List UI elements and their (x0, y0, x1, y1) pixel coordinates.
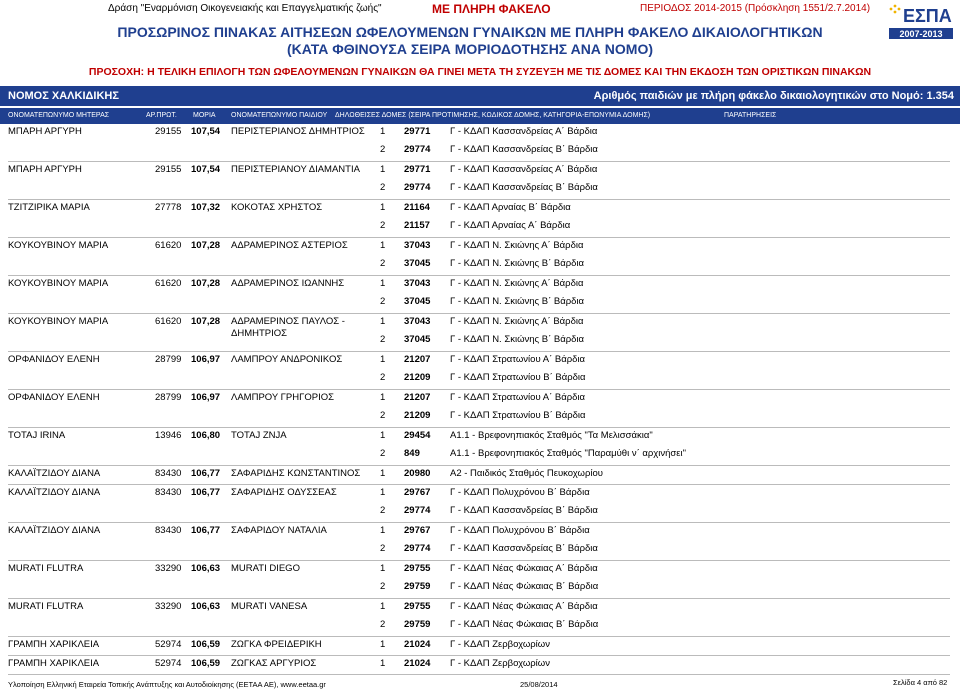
mother-name: ΓΡΑΜΠΗ ΧΑΡΙΚΛΕΙΑ (8, 658, 100, 669)
mother-name: ΟΡΦΑΝΙΔΟΥ ΕΛΕΝΗ (8, 354, 100, 365)
score: 106,77 (191, 487, 221, 498)
choice-rank: 1 (380, 487, 386, 498)
row-divider (8, 161, 950, 162)
school-name: Γ - ΚΔΑΠ Κασσανδρείας Α΄ Βάρδια (450, 164, 598, 175)
col-notes: ΠΑΡΑΤΗΡΗΣΕΙΣ (724, 112, 777, 119)
choice-rank: 1 (380, 278, 386, 289)
school-name: Γ - ΚΔΑΠ Στρατωνίου Β΄ Βάρδια (450, 410, 586, 421)
school-name: Γ - ΚΔΑΠ Στρατωνίου Α΄ Βάρδια (450, 354, 586, 365)
row-divider (8, 636, 950, 637)
period-label: ΠΕΡΙΟΔΟΣ 2014-2015 (Πρόσκληση 1551/2.7.2014) (640, 3, 871, 14)
choice-rank: 1 (380, 164, 386, 175)
choice-rank: 1 (380, 126, 386, 137)
protocol-number: 13946 (155, 430, 182, 441)
school-name: Α1.1 - Βρεφονηπιακός Σταθμός "Παραμύθι ν΄ αρχινήσει" (450, 448, 687, 459)
footer-page: Σελίδα 4 από 82 (893, 678, 948, 687)
school-name: Γ - ΚΔΑΠ Ν. Σκιώνης Β΄ Βάρδια (450, 296, 584, 307)
region-summary: Αριθμός παιδιών με πλήρη φάκελο δικαιολογητικών στο Νομό: 1.354 (593, 90, 954, 102)
mother-name: ΜΠΑΡΗ ΑΡΓΥΡΗ (8, 126, 82, 137)
school-code: 29759 (404, 619, 431, 630)
row-divider (8, 351, 950, 352)
child-name: ΣΑΦΑΡΙΔΗΣ ΟΔΥΣΣΕΑΣ (231, 487, 337, 498)
mother-name: ΤΟΤΑJ IRINA (8, 430, 66, 441)
child-name: ΑΔΡΑΜΕΡΙΝΟΣ ΑΣΤΕΡΙΟΣ (231, 240, 348, 251)
school-name: Γ - ΚΔΑΠ Ν. Σκιώνης Α΄ Βάρδια (450, 316, 584, 327)
protocol-number: 28799 (155, 392, 182, 403)
school-code: 21157 (404, 220, 430, 231)
region-bar (0, 86, 960, 106)
school-code: 29774 (404, 543, 431, 554)
mother-name: ΚΑΛΑΪΤΖΙΔΟΥ ΔΙΑΝΑ (8, 468, 101, 479)
choice-rank: 2 (380, 619, 386, 630)
mother-name: ΤΖΙΤΖΙΡΙΚΑ ΜΑΡΙΑ (8, 202, 90, 213)
school-code: 21207 (404, 392, 431, 403)
school-code: 20980 (404, 468, 431, 479)
choice-rank: 2 (380, 448, 386, 459)
protocol-number: 83430 (155, 525, 182, 536)
school-name: Γ - ΚΔΑΠ Κασσανδρείας Β΄ Βάρδια (450, 505, 598, 516)
school-code: 21024 (404, 658, 431, 669)
score: 106,59 (191, 639, 221, 650)
score: 106,59 (191, 658, 221, 669)
stars-icon (890, 5, 901, 14)
school-name: Γ - ΚΔΑΠ Κασσανδρείας Β΄ Βάρδια (450, 144, 598, 155)
choice-rank: 1 (380, 601, 386, 612)
school-name: Γ - ΚΔΑΠ Ν. Σκιώνης Β΄ Βάρδια (450, 334, 584, 345)
school-code: 29454 (404, 430, 431, 441)
col-child: ΟΝΟΜΑΤΕΠΩΝΥΜΟ ΠΑΙΔΙΟΥ (231, 112, 328, 119)
score: 107,28 (191, 278, 221, 289)
choice-rank: 1 (380, 354, 386, 365)
school-code: 37045 (404, 258, 431, 269)
school-name: Γ - ΚΔΑΠ Ν. Σκιώνης Α΄ Βάρδια (450, 278, 584, 289)
row-divider (8, 237, 950, 238)
logo-years: 2007-2013 (899, 29, 943, 39)
score: 106,80 (191, 430, 221, 441)
school-code: 37045 (404, 296, 431, 307)
school-name: Γ - ΚΔΑΠ Κασσανδρείας Α΄ Βάρδια (450, 126, 598, 137)
row-divider (8, 427, 950, 428)
row-divider (8, 199, 950, 200)
school-name: Α2 - Παιδικός Σταθμός Πευκοχωρίου (450, 468, 603, 479)
protocol-number: 61620 (155, 240, 182, 251)
protocol-number: 52974 (155, 639, 182, 650)
choice-rank: 2 (380, 505, 386, 516)
protocol-number: 33290 (155, 601, 182, 612)
child-name: ΠΕΡΙΣΤΕΡΙΑΝΟΥ ΔΙΑΜΑΝΤΙΑ (231, 164, 360, 175)
score: 106,77 (191, 525, 221, 536)
choice-rank: 1 (380, 240, 386, 251)
score: 107,54 (191, 164, 221, 175)
school-name: Γ - ΚΔΑΠ Πολυχρόνου Β΄ Βάρδια (450, 487, 590, 498)
choice-rank: 2 (380, 334, 386, 345)
choice-rank: 1 (380, 563, 386, 574)
child-name: ΖΩΓΚΑ ΦΡΕΙΔΕΡΙΚΗ (231, 639, 322, 650)
col-mother: ΟΝΟΜΑΤΕΠΩΝΥΜΟ ΜΗΤΕΡΑΣ (8, 112, 110, 119)
mother-name: ΚΑΛΑΪΤΖΙΔΟΥ ΔΙΑΝΑ (8, 487, 101, 498)
footer-credit: Υλοποίηση Ελληνική Εταιρεία Τοπικής Ανάπτυξης και Αυτοδιοίκησης (ΕΕΤΑΑ ΑΕ), www.eetaa.gr (8, 680, 326, 689)
choice-rank: 2 (380, 581, 386, 592)
school-name: Γ - ΚΔΑΠ Ζερβοχωρίων (450, 639, 550, 650)
child-name: ΛΑΜΠΡΟΥ ΓΡΗΓΟΡΙΟΣ (231, 392, 334, 403)
protocol-number: 28799 (155, 354, 182, 365)
row-divider (8, 560, 950, 561)
school-name: Γ - ΚΔΑΠ Κασσανδρείας Β΄ Βάρδια (450, 182, 598, 193)
school-name: Α1.1 - Βρεφονηπιακός Σταθμός "Τα Μελισσάκια" (450, 430, 653, 441)
child-name: ΠΕΡΙΣΤΕΡΙΑΝΟΣ ΔΗΜΗΤΡΙΟΣ (231, 126, 365, 137)
protocol-number: 61620 (155, 278, 182, 289)
choice-rank: 1 (380, 468, 386, 479)
child-name: ΛΑΜΠΡΟΥ ΑΝΔΡΟΝΙΚΟΣ (231, 354, 343, 365)
row-divider (8, 522, 950, 523)
protocol-number: 33290 (155, 563, 182, 574)
child-name: ΖΩΓΚΑΣ ΑΡΓΥΡΙΟΣ (231, 658, 317, 669)
school-name: Γ - ΚΔΑΠ Ζερβοχωρίων (450, 658, 550, 669)
school-name: Γ - ΚΔΑΠ Στρατωνίου Β΄ Βάρδια (450, 372, 586, 383)
child-name: MURATI DIEGO (231, 563, 300, 574)
protocol-number: 83430 (155, 468, 182, 479)
region-name: ΝΟΜΟΣ ΧΑΛΚΙΔΙΚΗΣ (8, 90, 119, 102)
school-code: 29774 (404, 144, 431, 155)
choice-rank: 2 (380, 182, 386, 193)
choice-rank: 2 (380, 543, 386, 554)
school-name: Γ - ΚΔΑΠ Αρναίας Β΄ Βάρδια (450, 202, 571, 213)
school-name: Γ - ΚΔΑΠ Νέας Φώκαιας Β΄ Βάρδια (450, 619, 599, 630)
mother-name: ΚΟΥΚΟΥΒΙΝΟΥ ΜΑΡΙΑ (8, 278, 109, 289)
school-code: 37043 (404, 240, 431, 251)
row-divider (8, 598, 950, 599)
school-code: 37043 (404, 278, 431, 289)
school-name: Γ - ΚΔΑΠ Πολυχρόνου Β΄ Βάρδια (450, 525, 590, 536)
row-divider (8, 465, 950, 466)
col-ap: ΑΡ.ΠΡΩΤ. (146, 112, 177, 119)
protocol-number: 29155 (155, 126, 182, 137)
choice-rank: 1 (380, 639, 386, 650)
table-title: ΠΡΟΣΩΡΙΝΟΣ ΠΙΝΑΚΑΣ ΑΙΤΗΣΕΩΝ ΩΦΕΛΟΥΜΕΝΩΝ ΓΥΝΑΙΚΩΝ ΜΕ ΠΛΗΡΗ ΦΑΚΕΛΟ ΔΙΚΑΙΟΛΟΓΗΤΙΚΩΝ (117, 24, 823, 40)
mother-name: MURATI FLUTRA (8, 601, 84, 612)
footer-date: 25/08/2014 (520, 680, 558, 689)
school-code: 21207 (404, 354, 431, 365)
col-choices: ΔΗΛΩΘΕΙΣΕΣ ΔΟΜΕΣ (ΣΕΙΡΑ ΠΡΟΤΙΜΗΣΗΣ, ΚΩΔΙΚΟΣ ΔΟΜΗΣ, ΚΑΤΗΓΟΡΙΑ-ΕΠΩΝΥΜΙΑ ΔΟΜΗΣ) (335, 112, 651, 119)
mother-name: ΚΑΛΑΪΤΖΙΔΟΥ ΔΙΑΝΑ (8, 525, 101, 536)
school-code: 29759 (404, 581, 431, 592)
score: 106,63 (191, 563, 221, 574)
school-code: 21209 (404, 410, 431, 421)
mother-name: ΟΡΦΑΝΙΔΟΥ ΕΛΕΝΗ (8, 392, 100, 403)
school-code: 849 (404, 448, 420, 459)
logo-text: ΕΣΠΑ (903, 6, 952, 26)
school-code: 37045 (404, 334, 431, 345)
child-name: ΔΗΜΗΤΡΙΟΣ (231, 328, 288, 339)
mother-name: ΓΡΑΜΠΗ ΧΑΡΙΚΛΕΙΑ (8, 639, 100, 650)
school-code: 29771 (404, 126, 431, 137)
mother-name: ΚΟΥΚΟΥΒΙΝΟΥ ΜΑΡΙΑ (8, 316, 109, 327)
row-divider (8, 389, 950, 390)
school-name: Γ - ΚΔΑΠ Ν. Σκιώνης Α΄ Βάρδια (450, 240, 584, 251)
child-name: ΑΔΡΑΜΕΡΙΝΟΣ ΙΩΑΝΝΗΣ (231, 278, 345, 289)
mother-name: MURATI FLUTRA (8, 563, 84, 574)
school-name: Γ - ΚΔΑΠ Νέας Φώκαιας Α΄ Βάρδια (450, 601, 598, 612)
score: 107,32 (191, 202, 221, 213)
score: 107,28 (191, 316, 221, 327)
school-code: 29755 (404, 601, 431, 612)
school-code: 29771 (404, 164, 431, 175)
school-code: 29774 (404, 505, 431, 516)
child-name: ΤΟΤΑJ ZNJA (231, 430, 287, 441)
school-name: Γ - ΚΔΑΠ Κασσανδρείας Β΄ Βάρδια (450, 543, 598, 554)
choice-rank: 1 (380, 525, 386, 536)
choice-rank: 1 (380, 316, 386, 327)
school-code: 29774 (404, 182, 431, 193)
choice-rank: 2 (380, 296, 386, 307)
program-name: Δράση "Εναρμόνιση Οικογενειακής και Επαγγελματικής ζωής" (108, 3, 382, 14)
choice-rank: 2 (380, 144, 386, 155)
child-name: ΑΔΡΑΜΕΡΙΝΟΣ ΠΑΥΛΟΣ - (231, 316, 345, 327)
score: 107,54 (191, 126, 221, 137)
mother-name: ΚΟΥΚΟΥΒΙΝΟΥ ΜΑΡΙΑ (8, 240, 109, 251)
score: 106,97 (191, 392, 221, 403)
protocol-number: 29155 (155, 164, 182, 175)
mother-name: ΜΠΑΡΗ ΑΡΓΥΡΗ (8, 164, 82, 175)
row-divider (8, 674, 950, 675)
school-code: 21209 (404, 372, 431, 383)
row-divider (8, 655, 950, 656)
school-code: 21024 (404, 639, 431, 650)
file-type-label: ΜΕ ΠΛΗΡΗ ΦΑΚΕΛΟ (432, 2, 551, 16)
score: 106,63 (191, 601, 221, 612)
choice-rank: 2 (380, 220, 386, 231)
column-headers (0, 108, 960, 124)
row-divider (8, 275, 950, 276)
col-moria: ΜΟΡΙΑ (193, 112, 216, 119)
choice-rank: 2 (380, 258, 386, 269)
child-name: MURATI VANESA (231, 601, 308, 612)
choice-rank: 2 (380, 410, 386, 421)
choice-rank: 1 (380, 202, 386, 213)
choice-rank: 1 (380, 392, 386, 403)
school-name: Γ - ΚΔΑΠ Αρναίας Α΄ Βάρδια (450, 220, 571, 231)
choice-rank: 1 (380, 430, 386, 441)
score: 106,77 (191, 468, 221, 479)
page-header (0, 0, 960, 86)
protocol-number: 61620 (155, 316, 182, 327)
school-code: 37043 (404, 316, 431, 327)
table-subtitle: (ΚΑΤΑ ΦΘΙΝΟΥΣΑ ΣΕΙΡΑ ΜΟΡΙΟΔΟΤΗΣΗΣ ΑΝΑ ΝΟΜΟ) (286, 41, 654, 57)
row-divider (8, 484, 950, 485)
protocol-number: 52974 (155, 658, 182, 669)
child-name: ΣΑΦΑΡΙΔΟΥ ΝΑΤΑΛΙΑ (231, 525, 327, 536)
school-code: 29767 (404, 487, 431, 498)
score: 107,28 (191, 240, 221, 251)
child-name: ΣΑΦΑΡΙΔΗΣ ΚΩΝΣΤΑΝΤΙΝΟΣ (231, 468, 361, 479)
score: 106,97 (191, 354, 221, 365)
choice-rank: 2 (380, 372, 386, 383)
row-divider (8, 313, 950, 314)
warning-notice: ΠΡΟΣΟΧΗ: Η ΤΕΛΙΚΗ ΕΠΙΛΟΓΗ ΤΩΝ ΩΦΕΛΟΥΜΕΝΩΝ ΓΥΝΑΙΚΩΝ ΘΑ ΓΙΝΕΙ ΜΕΤΑ ΤΗ ΣΥΖΕΥΞΗ ΜΕ ΤΙΣ ΔΟΜΕΣ ΚΑΙ ΤΗΝ ΕΚΔΟΣΗ ΤΩΝ ΟΡΙΣΤΙΚΩΝ ΠΙΝΑΚΩΝ (88, 66, 872, 78)
school-name: Γ - ΚΔΑΠ Νέας Φώκαιας Β΄ Βάρδια (450, 581, 599, 592)
school-name: Γ - ΚΔΑΠ Νέας Φώκαιας Α΄ Βάρδια (450, 563, 598, 574)
child-name: ΚΟΚΟΤΑΣ ΧΡΗΣΤΟΣ (231, 202, 323, 213)
school-code: 29767 (404, 525, 431, 536)
school-name: Γ - ΚΔΑΠ Ν. Σκιώνης Β΄ Βάρδια (450, 258, 584, 269)
school-code: 21164 (404, 202, 430, 213)
school-name: Γ - ΚΔΑΠ Στρατωνίου Α΄ Βάρδια (450, 392, 586, 403)
choice-rank: 1 (380, 658, 386, 669)
school-code: 29755 (404, 563, 431, 574)
protocol-number: 83430 (155, 487, 182, 498)
protocol-number: 27778 (155, 202, 182, 213)
